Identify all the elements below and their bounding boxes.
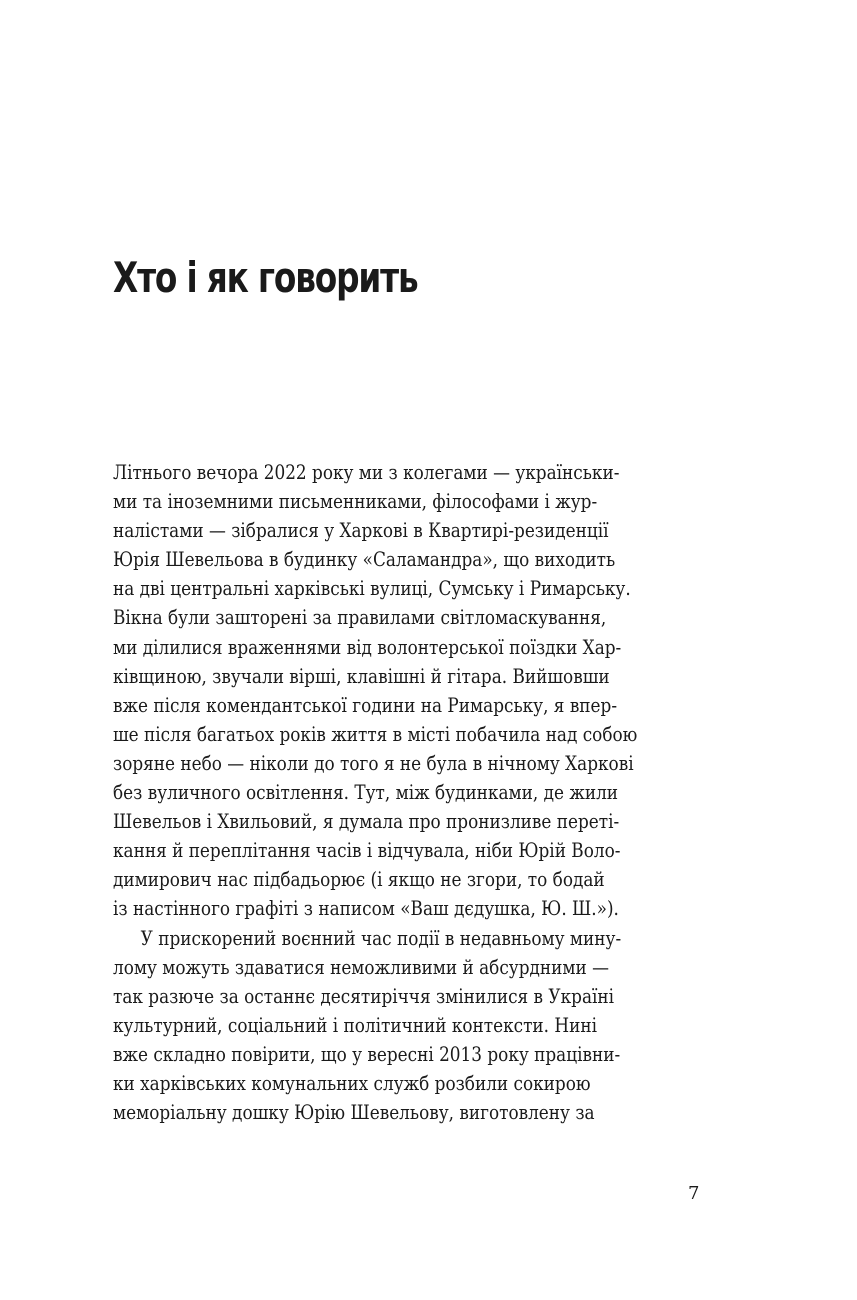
text-line: налістами — зібралися у Харкові в Квартирі-резиденції: [113, 519, 609, 543]
text-line: Літнього вечора 2022 року ми з колегами — українськи-: [113, 461, 620, 484]
text-line: ми ділилися враженнями від волонтерської поїздки Хар-: [113, 635, 622, 659]
text-line: культурний, соціальний і політичний контексти. Нині: [113, 1013, 597, 1037]
text-line: так разюче за останнє десятиріччя змінилися в Україні: [113, 984, 615, 1008]
body-text: [113, 458, 713, 1127]
text-line: без вуличного освітлення. Тут, між будинками, де жили: [113, 781, 619, 805]
text-line: Шевельов і Хвильовий, я думала про пронизливе переті-: [113, 810, 620, 834]
text-line: кання й переплітання часів і відчувала, ніби Юрій Воло-: [113, 839, 621, 863]
text-line: димирович нас підбадьорює (і якщо не згори, то бодай: [113, 868, 605, 892]
text-line: зоряне небо — ніколи до того я не була в нічному Харкові: [113, 751, 634, 775]
text-line: вже після комендантської години на Римарську, я впер-: [113, 693, 618, 717]
text-line: меморіальну дошку Юрію Шевельову, виготовлену за: [113, 1101, 595, 1125]
chapter-title: Хто і як говорить: [113, 253, 418, 302]
text-line: ківщиною, звучали вірші, клавішні й гітара. Вийшовши: [113, 664, 610, 688]
text-line: із настінного графіті з написом «Ваш дєдушка, Ю. Ш.»).: [113, 897, 619, 921]
text-line: вже складно повірити, що у вересні 2013 року працівни-: [113, 1042, 621, 1066]
paragraph-first-line: У прискорений воєнний час події в недавньому мину-: [140, 926, 622, 950]
text-line: лому можуть здаватися неможливими й абсурдними —: [113, 955, 609, 979]
page-number: 7: [688, 1183, 700, 1204]
text-line: ки харківських комунальних служб розбили сокирою: [113, 1071, 591, 1095]
text-line: Юрія Шевельова в будинку «Саламандра», що виходить: [113, 548, 616, 572]
text-line: ше після багатьох років життя в місті побачила над собою: [113, 722, 638, 746]
text-line: Вікна були зашторені за правилами світломаскування,: [113, 606, 607, 630]
text-line: ми та іноземними письменниками, філософами і жур-: [113, 490, 598, 514]
text-line: на дві центральні харківські вулиці, Сумську і Римарську.: [113, 577, 631, 601]
